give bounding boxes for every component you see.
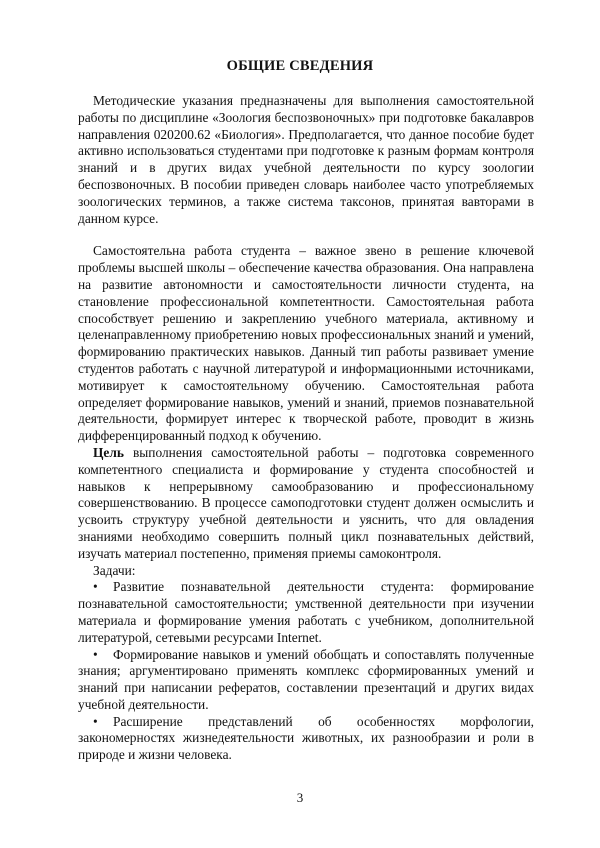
task-item xyxy=(78,579,534,646)
bullet-icon: • xyxy=(93,646,98,662)
goal-text: выполнения самостоятельной работы – подготовка современного компетентного специалиста и формирование у студента способностей и навыков к непрерывному самообразованию и профессиональному совершенствованию. В процессе самоподготовки студент должен осмыслить и усвоить структуру учебной деятельности и уяснить, что для овладения знаниями необходимо совершить полный цикл познавательных действий, изучать материал постепенно, применяя приемы самоконтроля. xyxy=(78,444,534,561)
body-text xyxy=(78,93,534,764)
page-title: ОБЩИЕ СВЕДЕНИЯ xyxy=(226,58,374,74)
goal-label: Цель xyxy=(93,444,124,460)
bullet-icon: • xyxy=(93,579,98,595)
goal-paragraph xyxy=(78,445,534,563)
intro-paragraph: Методические указания предназначены для выполнения самостоятельной работы по дисциплине «Зоология беспозвоночных» при подготовке бакалавров направления 020200.62 «Биология». Предполагается, что данное пособие будет активно использоваться студентами при подготовке к разным формам контроля знаний и в других видах учебной деятельности по курсу зоологии беспозвоночных. В пособии приведен словарь наиболее часто употребляемых зоологических терминов, а также система таксонов, принятая вавторами в данном курсе. xyxy=(78,93,534,226)
bullet-icon: • xyxy=(93,713,98,729)
task-text: Расширение представлений об особенностях морфологии, закономерностях жизнедеятельности животных, их разнообразии и роли в природе и жизни человека. xyxy=(78,713,534,763)
task-text: Развитие познавательной деятельности студента: формирование познавательной самостоятельности; умственной деятельности при изучении материала и формирование умения работать с учебником, дополнительной литературой, сетевыми ресурсами Internet. xyxy=(78,579,534,645)
independent-work-paragraph: Самостоятельна работа студента – важное звено в решение ключевой проблемы высшей школы – обеспечение качества образования. Она направлена на развитие автономности и самостоятельности личности студента, на становление профессиональной компетентности. Самостоятельная работа способствует решению и закреплению учебного материала, активному и целенаправленному приобретению новых профессиональных знаний и умений, формированию практических навыков. Данный тип работы развивает умение студентов работать с научной литературой и информационными источниками, мотивирует к самостоятельному обучению. Самостоятельная работа определяет формирование навыков, умений и знаний, приемов познавательной деятельности, формирует интерес к творческой работе, проводит в жизнь дифференцированный подход к обучению. xyxy=(78,243,534,444)
tasks-heading: Задачи: xyxy=(93,562,136,578)
task-item xyxy=(78,714,534,764)
page-number: 3 xyxy=(296,790,304,805)
task-text: Формирование навыков и умений обобщать и сопоставлять полученные знания; аргументировано применять комплекс сформированных умений и знаний при написании рефератов, составлении презентаций и других видах учебной деятельности. xyxy=(78,646,534,712)
task-item xyxy=(78,647,534,714)
